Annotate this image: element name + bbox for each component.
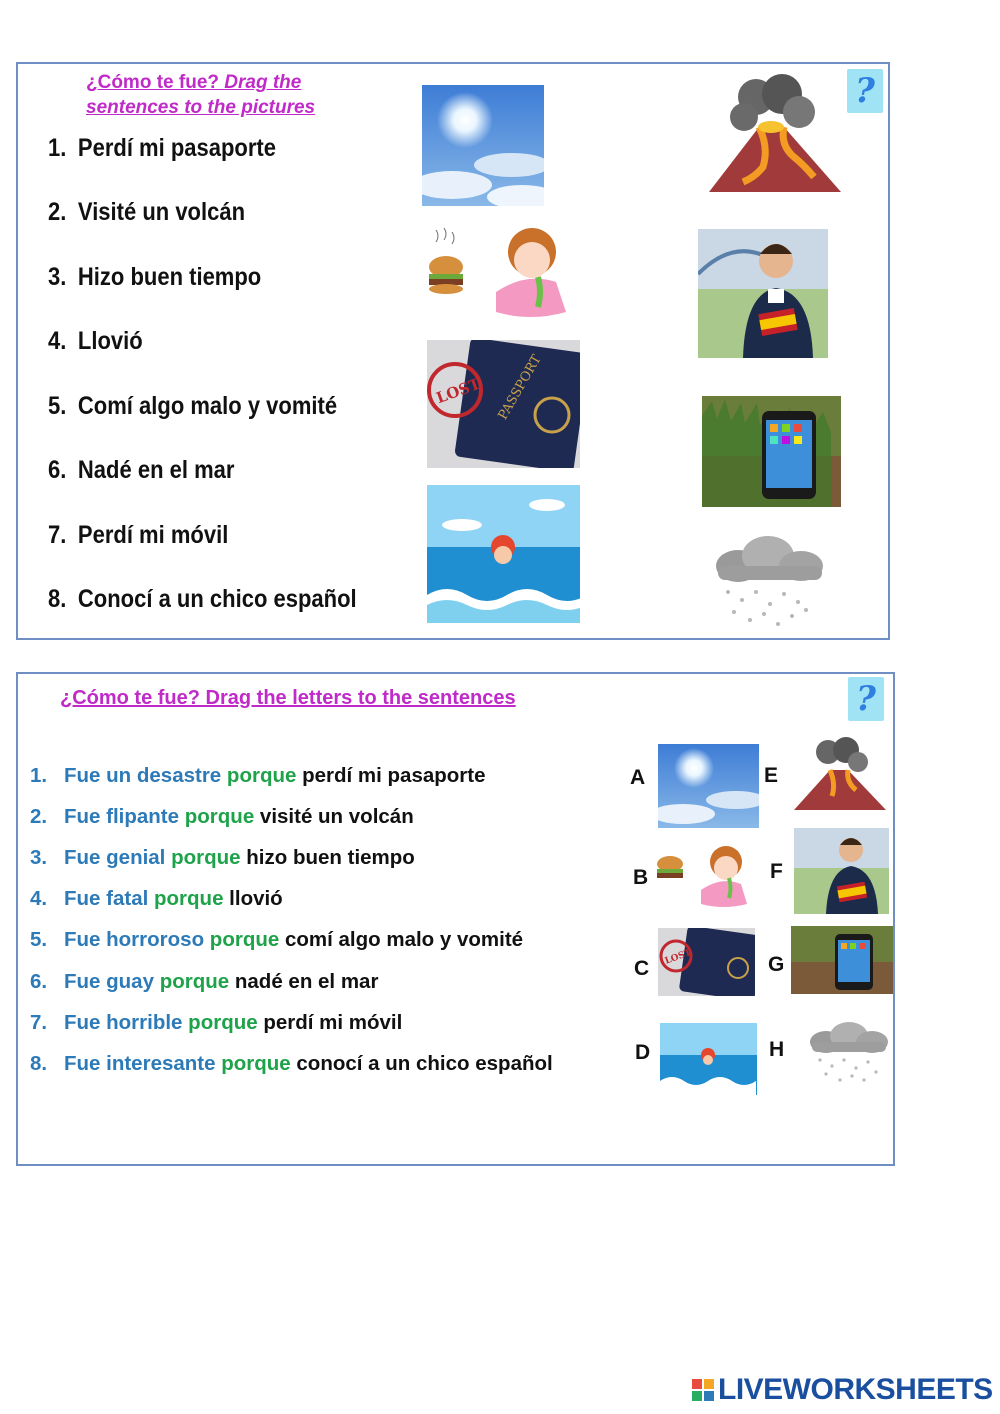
brand-name: LIVEWORKSHEETS — [718, 1373, 993, 1406]
draggable-sentence[interactable]: 8. Conocí a un chico español — [48, 585, 357, 613]
sick-vomit-image — [656, 842, 756, 908]
sunny-sky-image[interactable] — [422, 85, 544, 206]
svg-text:LOST: LOST — [433, 374, 483, 408]
question-mark-icon: ? — [856, 679, 876, 719]
title-question: ¿Cómo te fue? — [86, 72, 219, 93]
letter-c[interactable]: C — [634, 957, 650, 980]
rain-cloud-image[interactable] — [706, 534, 828, 634]
draggable-sentence[interactable]: 5. Comí algo malo y vomité — [48, 392, 338, 420]
sentence-drop-target[interactable]: 2. Fue flipante porque visité un volcán — [30, 805, 414, 828]
rain-cloud-image — [804, 1022, 892, 1086]
title-instruction: Drag the — [224, 72, 302, 93]
letter-g[interactable]: G — [768, 953, 785, 976]
help-button[interactable] — [848, 677, 884, 721]
draggable-sentence[interactable]: 4. Llovió — [48, 327, 143, 355]
sentence-drop-target[interactable]: 8. Fue interesante porque conocí a un chico español — [30, 1052, 553, 1075]
sentence-drop-target[interactable]: 7. Fue horrible porque perdí mi móvil — [30, 1011, 403, 1034]
lost-passport-image — [658, 928, 755, 996]
letter-d[interactable]: D — [635, 1041, 651, 1064]
volcano-image[interactable] — [704, 72, 844, 200]
draggable-sentence[interactable]: 2. Visité un volcán — [48, 198, 246, 226]
letter-b[interactable]: B — [633, 866, 649, 889]
match-letters-panel — [16, 672, 895, 1166]
man-spanish-flag-image[interactable] — [698, 229, 828, 358]
sunny-sky-image — [658, 744, 759, 828]
section2-title: ¿Cómo te fue? Drag the letters to the sentences — [60, 687, 516, 709]
svg-text:PASSPORT: PASSPORT — [495, 352, 545, 423]
sentence-drop-target[interactable]: 6. Fue guay porque nadé en el mar — [30, 970, 379, 993]
title-instruction-line2: sentences to the pictures — [86, 97, 316, 118]
letter-h[interactable]: H — [769, 1038, 785, 1061]
man-spanish-flag-image — [794, 828, 889, 914]
sick-vomit-image[interactable] — [426, 222, 582, 322]
draggable-sentence[interactable]: 1. Perdí mi pasaporte — [48, 134, 276, 162]
draggable-sentence[interactable]: 3. Hizo buen tiempo — [48, 263, 262, 291]
phone-in-grass-image — [791, 926, 893, 994]
help-button[interactable] — [847, 69, 883, 113]
match-sentences-panel — [16, 62, 890, 640]
section1-title — [86, 70, 315, 120]
swimmer-sea-image — [660, 1023, 757, 1095]
phone-in-grass-image[interactable] — [702, 396, 841, 507]
liveworksheets-mark-icon — [692, 1379, 714, 1401]
lost-passport-image[interactable] — [427, 340, 580, 468]
draggable-sentence[interactable]: 7. Perdí mi móvil — [48, 521, 229, 549]
sentence-drop-target[interactable]: 4. Fue fatal porque llovió — [30, 887, 283, 910]
sentence-drop-target[interactable]: 3. Fue genial porque hizo buen tiempo — [30, 846, 415, 869]
letter-e[interactable]: E — [764, 764, 779, 787]
liveworksheets-logo — [692, 1372, 993, 1408]
swimmer-sea-image[interactable] — [427, 485, 580, 623]
volcano-image — [792, 736, 888, 814]
svg-text:LOST: LOST — [663, 947, 693, 967]
question-mark-icon: ? — [855, 71, 875, 111]
draggable-sentence[interactable]: 6. Nadé en el mar — [48, 456, 235, 484]
letter-f[interactable]: F — [770, 860, 783, 883]
sentence-drop-target[interactable]: 1. Fue un desastre porque perdí mi pasaporte — [30, 764, 486, 787]
letter-a[interactable]: A — [630, 766, 646, 789]
sentence-drop-target[interactable]: 5. Fue horroroso porque comí algo malo y vomité — [30, 928, 524, 951]
